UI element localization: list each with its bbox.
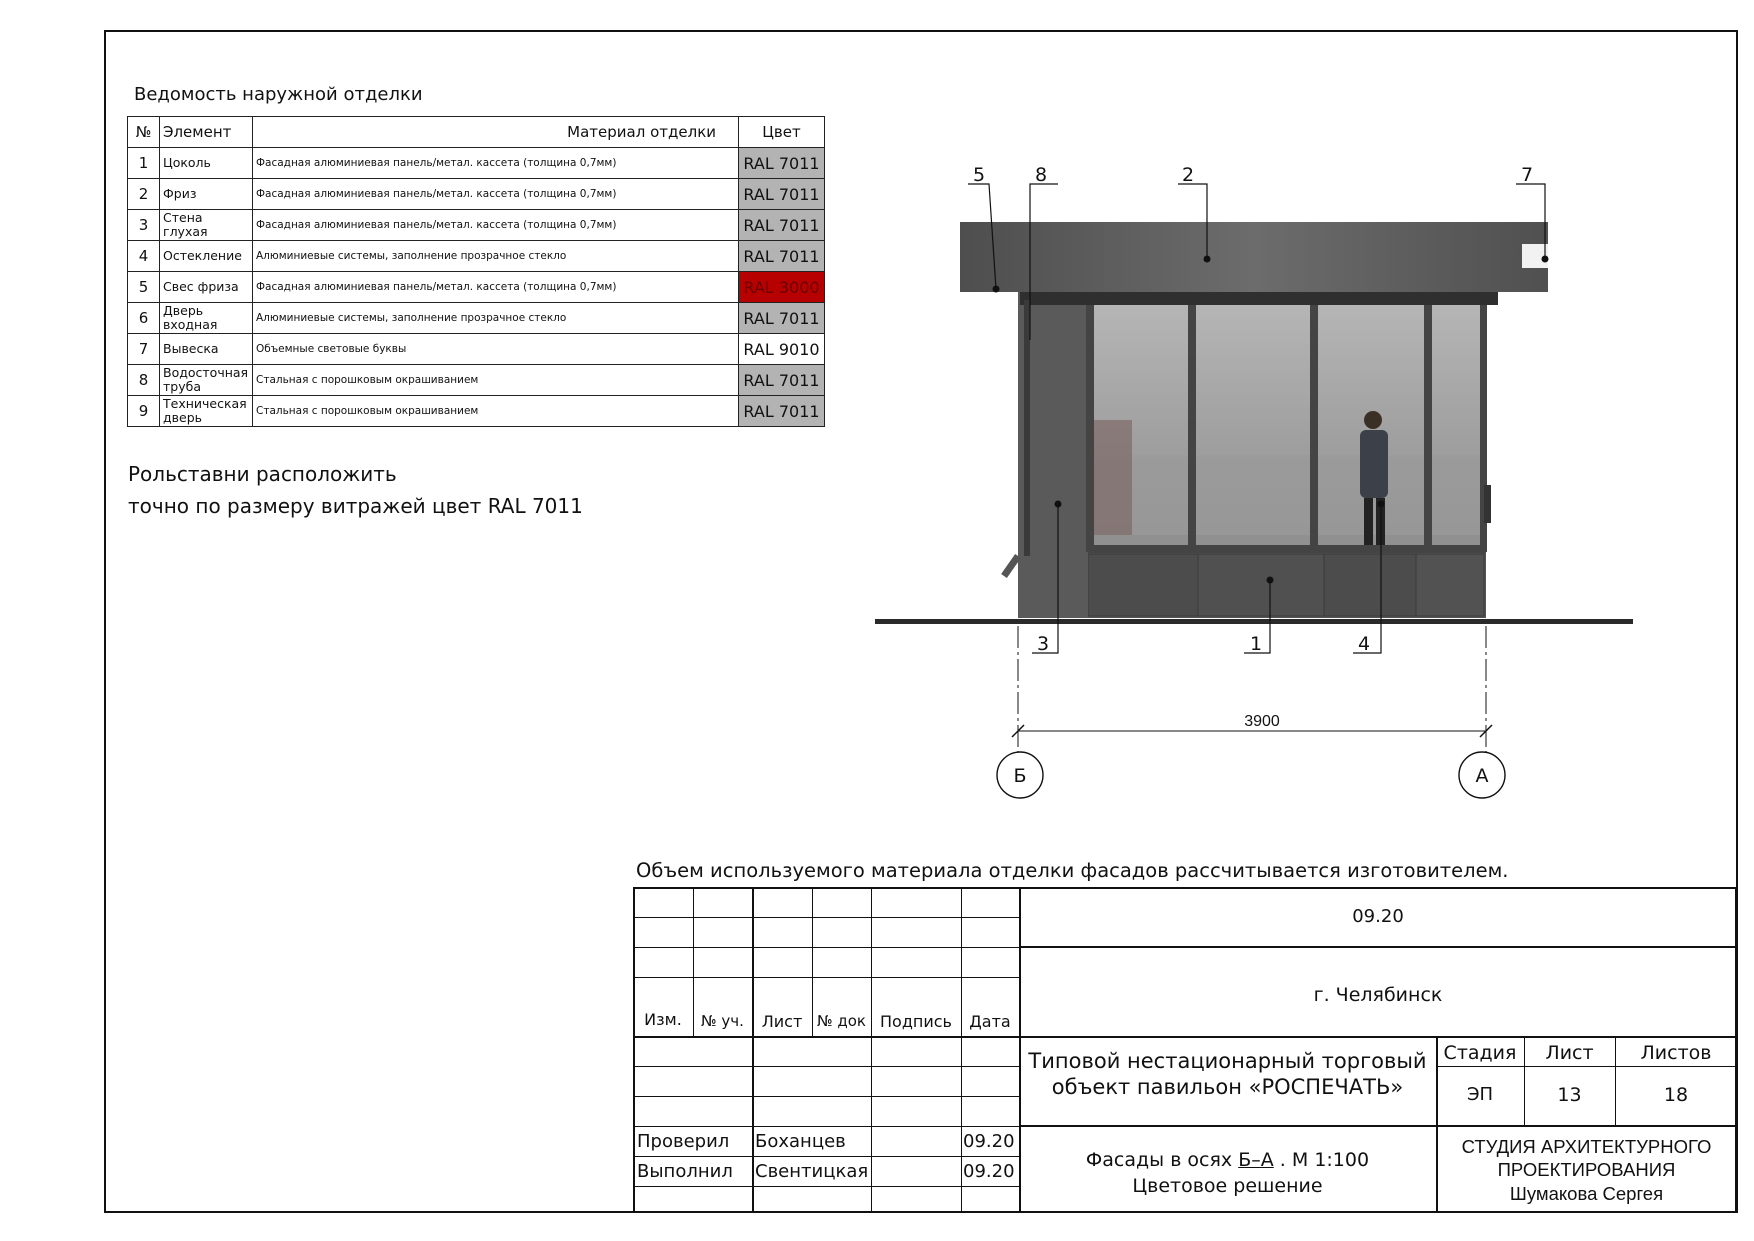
- row-element: Вывеска: [160, 334, 253, 365]
- sheet-label: Лист: [1545, 1042, 1594, 1064]
- checked-date: 09.20: [963, 1131, 1015, 1152]
- row-element: Стена глухая: [160, 210, 253, 241]
- frieze: [960, 222, 1548, 292]
- header-color: Цвет: [739, 117, 825, 148]
- row-number: 3: [128, 210, 160, 241]
- row-number: 8: [128, 365, 160, 396]
- row-color: RAL 7011: [739, 303, 825, 334]
- row-element: Дверь входная: [160, 303, 253, 334]
- row-element: Техническая дверь: [160, 396, 253, 427]
- row-number: 5: [128, 272, 160, 303]
- sheet-title-post: . М 1:100: [1273, 1149, 1370, 1171]
- row-color: RAL 9010: [739, 334, 825, 365]
- studio-line2: ПРОЕКТИРОВАНИЯ: [1497, 1159, 1676, 1180]
- row-material: Стальная с порошковым окрашиванием: [253, 365, 739, 396]
- stage-value: ЭП: [1466, 1084, 1494, 1105]
- studio-line1: СТУДИЯ АРХИТЕКТУРНОГО: [1461, 1136, 1712, 1157]
- volume-note: Объем используемого материала отделки фасадов рассчитывается изготовителем.: [636, 859, 1509, 882]
- sheet-title-pre: Фасады в осях: [1085, 1149, 1239, 1171]
- callout-7: 7: [1521, 164, 1534, 186]
- row-material: Фасадная алюминиевая панель/метал. кассета (толщина 0,7мм): [253, 148, 739, 179]
- row-number: 7: [128, 334, 160, 365]
- sheet-title-line1: [1019, 1149, 1436, 1171]
- drain-pipe: [1024, 300, 1030, 556]
- row-number: 4: [128, 241, 160, 272]
- callout-1: 1: [1250, 633, 1263, 655]
- row-material: Фасадная алюминиевая панель/метал. кассета (толщина 0,7мм): [253, 179, 739, 210]
- document-code: 09.20: [1352, 906, 1404, 927]
- callout-8: 8: [1035, 164, 1048, 186]
- callout-4: 4: [1358, 633, 1371, 655]
- materials-title: Ведомость наружной отделки: [134, 84, 423, 105]
- row-color: RAL 7011: [739, 241, 825, 272]
- header-material: Материал отделки: [253, 117, 739, 148]
- row-color: RAL 7011: [739, 365, 825, 396]
- callout-3: 3: [1037, 633, 1050, 655]
- header-element: Элемент: [160, 117, 253, 148]
- sheets-value: 18: [1663, 1084, 1689, 1106]
- done-date: 09.20: [963, 1161, 1015, 1182]
- project-title-line2: объект павильон «РОСПЕЧАТЬ»: [1051, 1075, 1404, 1099]
- row-number: 9: [128, 396, 160, 427]
- row-number: 1: [128, 148, 160, 179]
- checked-name: Боханцев: [755, 1131, 846, 1152]
- ground-line: [875, 619, 1633, 624]
- done-name: Свентицкая: [755, 1161, 869, 1182]
- tb-header-list: Лист: [761, 1012, 803, 1031]
- shutters-note-line1: Рольставни расположить: [128, 462, 397, 486]
- sheet-title-axes: Б–А: [1238, 1149, 1274, 1171]
- row-color: RAL 7011: [739, 179, 825, 210]
- row-element: Водосточная труба: [160, 365, 253, 396]
- callout-2: 2: [1182, 164, 1195, 186]
- city: г. Челябинск: [1313, 984, 1443, 1006]
- row-element: Фриз: [160, 179, 253, 210]
- row-material: Фасадная алюминиевая панель/метал. кассета (толщина 0,7мм): [253, 210, 739, 241]
- tb-header-nuch: № уч.: [701, 1012, 744, 1030]
- row-material: Алюминиевые системы, заполнение прозрачное стекло: [253, 241, 739, 272]
- sheet-value: 13: [1557, 1084, 1582, 1106]
- callout-5: 5: [973, 164, 986, 186]
- shutters-note-line2: точно по размеру витражей цвет RAL 7011: [128, 494, 583, 518]
- row-number: 2: [128, 179, 160, 210]
- row-material: Объемные световые буквы: [253, 334, 739, 365]
- row-material: Стальная с порошковым окрашиванием: [253, 396, 739, 427]
- row-element: Остекление: [160, 241, 253, 272]
- axis-label-right: А: [1475, 765, 1489, 787]
- sheets-label: Листов: [1640, 1042, 1712, 1064]
- tb-header-data: Дата: [969, 1012, 1011, 1031]
- row-color: RAL 7011: [739, 148, 825, 179]
- sheet-title-line2: Цветовое решение: [1132, 1175, 1323, 1197]
- row-color: RAL 3000: [739, 272, 825, 303]
- row-color: RAL 7011: [739, 396, 825, 427]
- tb-header-podpis: Подпись: [880, 1012, 952, 1031]
- row-element: Свес фриза: [160, 272, 253, 303]
- stage-label: Стадия: [1443, 1042, 1517, 1064]
- studio-line3: Шумакова Сергея: [1509, 1183, 1664, 1204]
- tb-header-ndok: № док: [817, 1012, 866, 1030]
- header-number: №: [128, 117, 160, 148]
- row-number: 6: [128, 303, 160, 334]
- row-element: Цоколь: [160, 148, 253, 179]
- tb-header-izm: Изм.: [644, 1010, 682, 1029]
- dimension-value: 3900: [1244, 713, 1280, 730]
- row-material: Фасадная алюминиевая панель/метал. кассета (толщина 0,7мм): [253, 272, 739, 303]
- row-material: Алюминиевые системы, заполнение прозрачное стекло: [253, 303, 739, 334]
- row-color: RAL 7011: [739, 210, 825, 241]
- checked-label: Проверил: [637, 1131, 730, 1152]
- axis-label-left: Б: [1013, 765, 1027, 787]
- done-label: Выполнил: [637, 1161, 733, 1182]
- project-title-line1: Типовой нестационарный торговый: [1028, 1049, 1427, 1073]
